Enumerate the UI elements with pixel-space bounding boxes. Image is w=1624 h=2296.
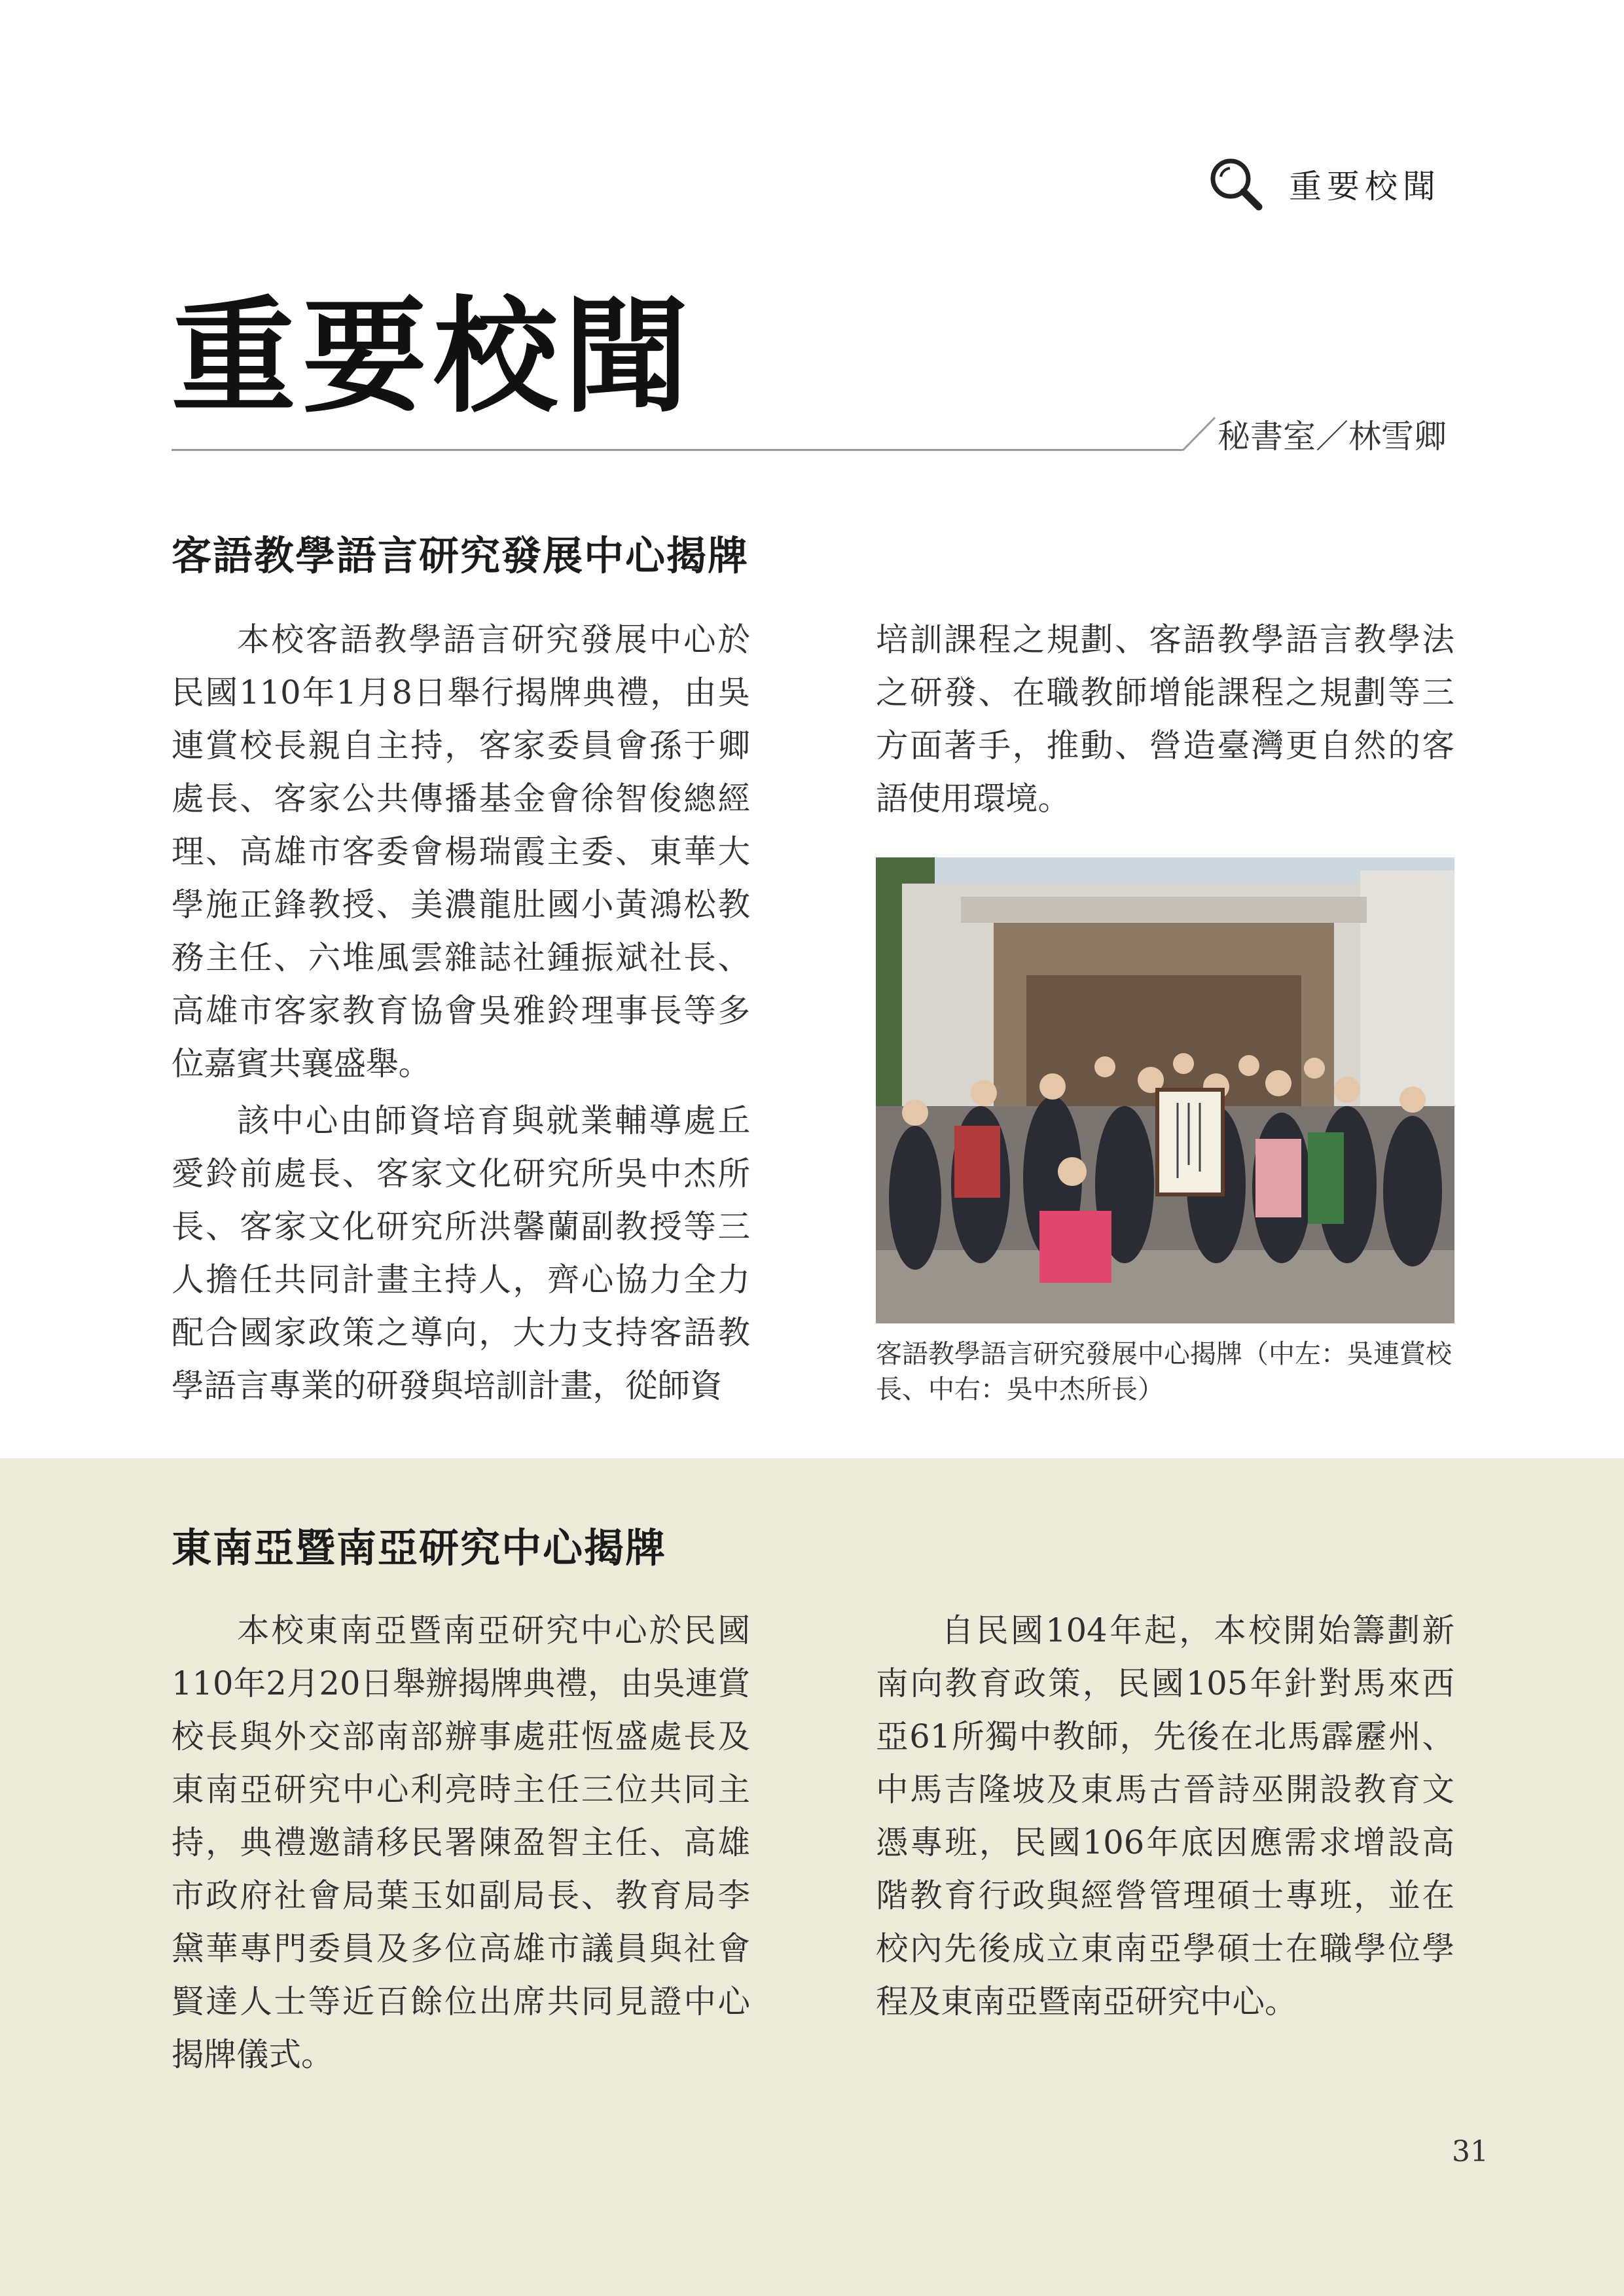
header-label-text: 重要校聞: [1289, 168, 1441, 206]
title-divider: [171, 449, 1183, 451]
section2-paragraph-2: 自民國104年起，本校開始籌劃新南向教育政策，民國105年針對馬來西亞61所獨中教師，先後在北馬霹靂州、中馬吉隆坡及東馬古晉詩巫開設教育文憑專班，民國106年底因應需求增設高階教育行政與經營管理碩士專班，並在校內先後成立東南亞學碩士在職學位學程及東南亞暨南亞研究中心。: [876, 1611, 1454, 2020]
ceremony-photo: [876, 857, 1454, 1323]
section2-right-column: [876, 1604, 1454, 2028]
page-title: 重要校聞: [171, 283, 696, 429]
divider-slash: [1173, 415, 1219, 453]
search-icon: [1208, 156, 1264, 212]
author-byline: 秘書室／林雪卿: [1218, 418, 1447, 456]
section2-left-column: [171, 1604, 750, 2081]
section1-paragraph-1: 本校客語教學語言研究發展中心於民國110年1月8日舉行揭牌典禮，由吳連賞校長親自主持，客家委員會孫于卿處長、客家公共傳播基金會徐智俊總經理、高雄市客委會楊瑞霞主委、東華大學施正鋒教授、美濃龍肚國小黃鴻松教務主任、六堆風雲雜誌社鍾振斌社長、高雄市客家教育協會吳雅鈴理事長等多位嘉賓共襄盛舉。: [171, 620, 750, 1083]
section1-heading: 客語教學語言研究發展中心揭牌: [171, 533, 749, 579]
section1-paragraph-3: 培訓課程之規劃、客語教學語言教學法之研發、在職教師增能課程之規劃等三方面著手，推動、營造臺灣更自然的客語使用環境。: [876, 620, 1454, 817]
section1-right-column: [876, 613, 1454, 825]
ceremony-photo-illustration: [876, 857, 1454, 1323]
section1-paragraph-2: 該中心由師資培育與就業輔導處丘愛鈴前處長、客家文化研究所吳中杰所長、客家文化研究所洪馨蘭副教授等三人擔任共同計畫主持人，齊心協力全力配合國家政策之導向，大力支持客語教學語言專業的研發與培訓計畫，從師資: [171, 1102, 750, 1405]
section2-heading: 東南亞暨南亞研究中心揭牌: [171, 1525, 667, 1571]
page-number: 31: [1452, 2135, 1489, 2168]
header-label: [1208, 154, 1441, 213]
section1-left-column: [171, 613, 750, 1412]
section2-paragraph-1: 本校東南亞暨南亞研究中心於民國110年2月20日舉辦揭牌典禮，由吳連賞校長與外交部南部辦事處莊恆盛處長及東南亞研究中心利亮時主任三位共同主持，典禮邀請移民署陳盈智主任、高雄市政府社會局葉玉如副局長、教育局李黛華專門委員及多位高雄市議員與社會賢達人士等近百餘位出席共同見證中心揭牌儀式。: [171, 1611, 750, 2073]
photo-caption: 客語教學語言研究發展中心揭牌（中左：吳連賞校長、中右：吳中杰所長）: [876, 1339, 1452, 1405]
